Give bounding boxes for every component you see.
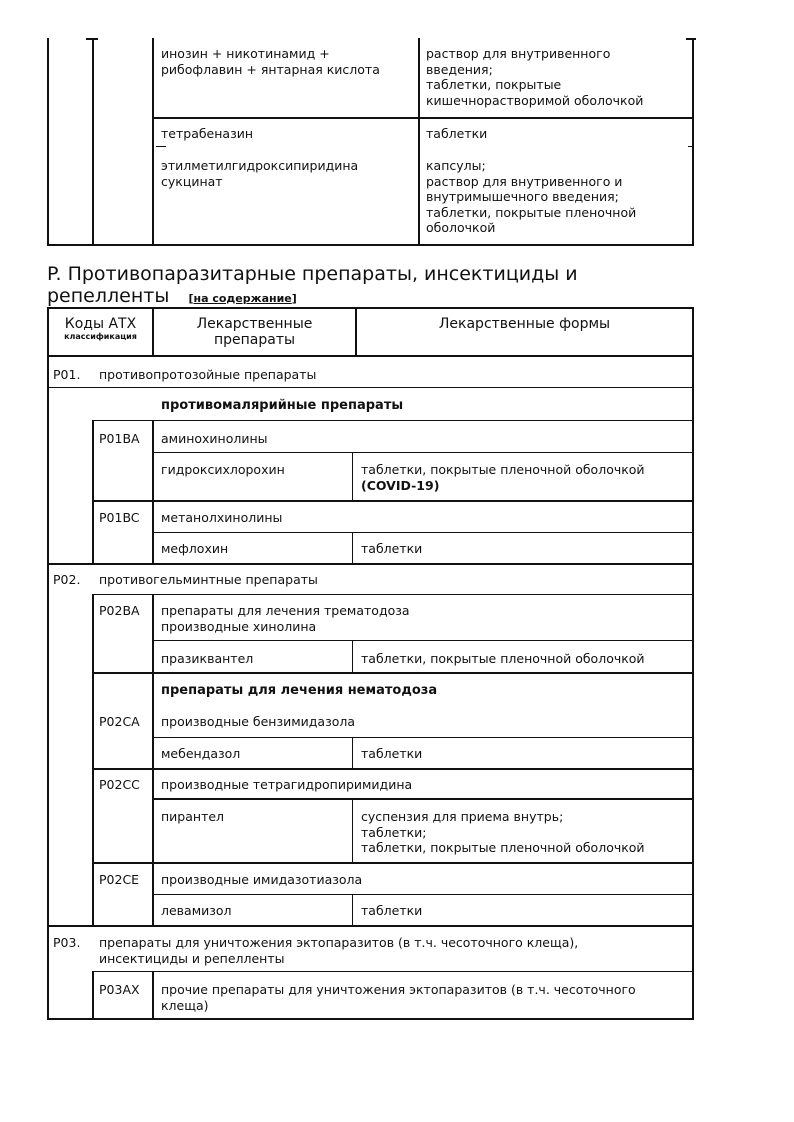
- subgroup-label: противомалярийные препараты: [161, 398, 404, 413]
- atc-code: P01.: [53, 367, 81, 382]
- group-label: производные бензимидазола: [161, 714, 356, 729]
- atc-code: P02CA: [99, 714, 140, 729]
- drug-name: левамизол: [161, 903, 232, 918]
- drug-name: тетрабеназин: [161, 126, 254, 141]
- drug-name: мебендазол: [161, 746, 241, 761]
- dosage-forms: капсулы; раствор для внутривенного и внутримышечного введения; таблетки, покрытые пленочной оболочкой: [426, 158, 637, 235]
- header-codes-label: Коды АТХ: [64, 316, 137, 332]
- dosage-forms: таблетки, покрытые пленочной оболочкой: [361, 651, 645, 666]
- group-label: метанолхинолины: [161, 510, 283, 525]
- drug-name: этилметилгидроксипиридина сукцинат: [161, 158, 359, 189]
- header-codes: [49, 316, 152, 341]
- atc-code: P03.: [53, 935, 81, 950]
- covid-note: (COVID-19): [361, 477, 440, 493]
- section-title: P. Противопаразитарные препараты, инсектициды и: [47, 263, 578, 285]
- dosage-forms: таблетки: [361, 541, 423, 556]
- header-drugs: Лекарственные препараты: [196, 316, 313, 348]
- group-label: производные тетрагидропиримидина: [161, 777, 413, 792]
- group-label: препараты для уничтожения эктопаразитов (в т.ч. чесоточного клеща), инсектициды и репелленты: [99, 935, 579, 966]
- atc-code: P02CE: [99, 872, 140, 887]
- dosage-forms: таблетки: [361, 746, 423, 761]
- toc-link-wrapper: [на содержание]: [188, 292, 297, 305]
- atc-code: P02BA: [99, 603, 140, 618]
- group-label: производные имидазотиазола: [161, 872, 363, 887]
- atc-code: P02CC: [99, 777, 140, 792]
- drug-name: инозин + никотинамид + рибофлавин + янтарная кислота: [161, 46, 380, 77]
- drug-name: пирантел: [161, 809, 225, 824]
- header-codes-sublabel: классификация: [64, 332, 137, 341]
- group-label: препараты для лечения трематодоза производные хинолина: [161, 603, 410, 634]
- dosage-forms: суспензия для приема внутрь; таблетки; таблетки, покрытые пленочной оболочкой: [361, 809, 645, 855]
- atc-code: P01BC: [99, 510, 140, 525]
- group-label: противогельминтные препараты: [99, 572, 318, 587]
- dosage-forms: таблетки: [361, 903, 423, 918]
- group-label: прочие препараты для уничтожения эктопаразитов (в т.ч. чесоточного клеща): [161, 982, 636, 1013]
- atc-code: P01BA: [99, 431, 140, 446]
- group-label: аминохинолины: [161, 431, 268, 446]
- drug-name: мефлохин: [161, 541, 229, 556]
- drug-name: празиквантел: [161, 651, 254, 666]
- subgroup-label: препараты для лечения нематодоза: [161, 683, 438, 698]
- dosage-forms: таблетки: [426, 126, 488, 141]
- group-label: противопротозойные препараты: [99, 367, 317, 382]
- dosage-forms-text: таблетки, покрытые пленочной оболочкой: [361, 462, 645, 477]
- atc-code: P02.: [53, 572, 81, 587]
- dosage-forms: [361, 462, 691, 493]
- atc-code: P03AX: [99, 982, 140, 997]
- section-title-text: репелленты: [47, 285, 170, 307]
- section-title-line2: [47, 285, 297, 307]
- drug-name: гидроксихлорохин: [161, 462, 285, 477]
- header-forms: Лекарственные формы: [438, 316, 611, 332]
- dosage-forms: раствор для внутривенного введения; таблетки, покрытые кишечнорастворимой оболочкой: [426, 46, 644, 108]
- toc-link[interactable]: на содержание: [193, 292, 292, 305]
